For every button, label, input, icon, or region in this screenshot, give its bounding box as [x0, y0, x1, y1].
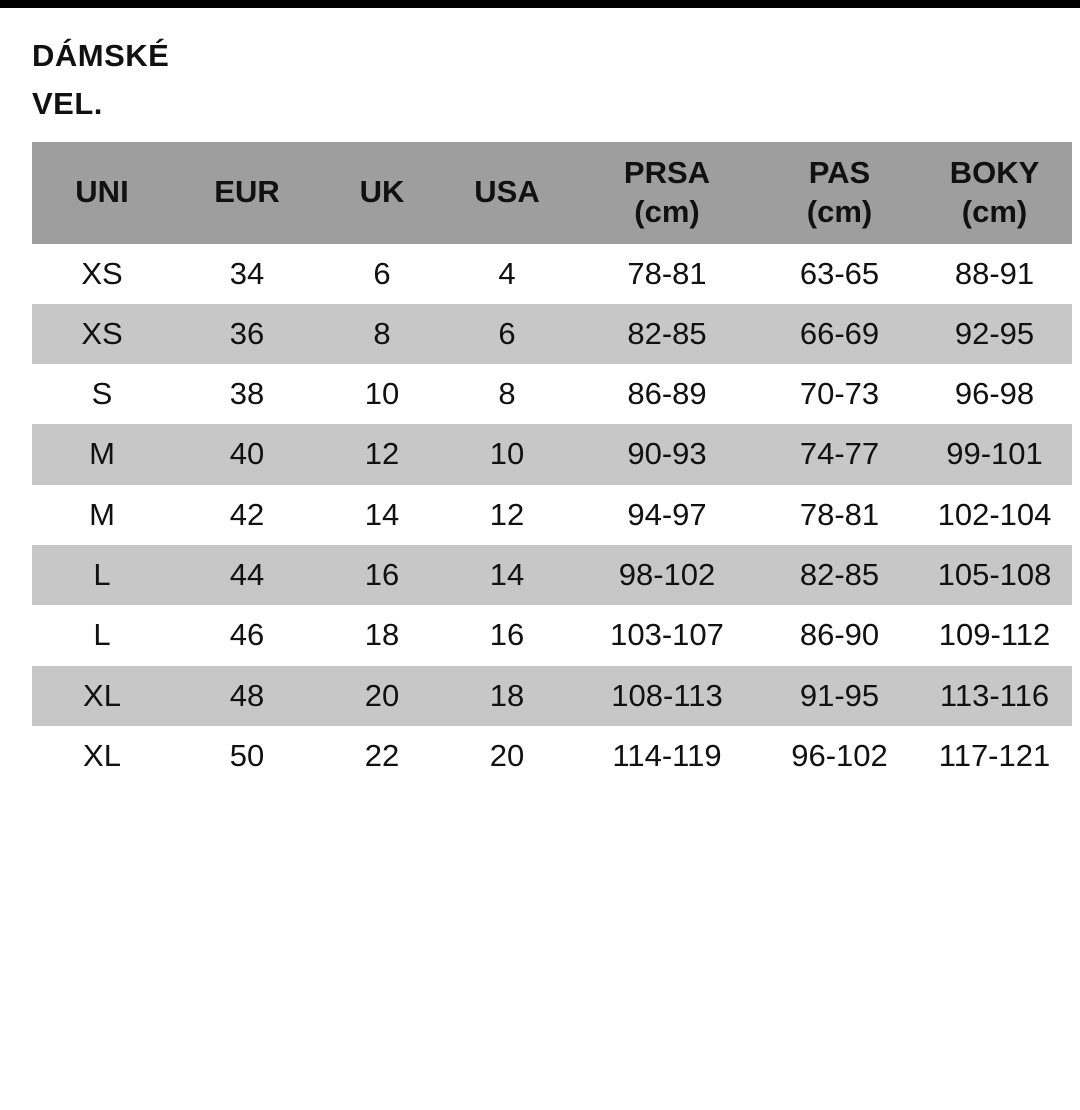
table-row	[32, 304, 1072, 364]
cell-uni: XL	[32, 666, 172, 726]
cell-uk: 14	[322, 485, 442, 545]
cell-boky: 99-101	[917, 424, 1072, 484]
cell-prsa: 90-93	[572, 424, 762, 484]
column-header-prsa-label: PRSA	[623, 155, 711, 191]
cell-boky: 88-91	[917, 244, 1072, 304]
column-header-boky-unit: (cm)	[961, 193, 1028, 229]
cell-pas: 70-73	[762, 364, 917, 424]
cell-usa: 14	[442, 545, 572, 605]
cell-prsa: 103-107	[572, 605, 762, 665]
cell-uni: S	[32, 364, 172, 424]
cell-prsa: 94-97	[572, 485, 762, 545]
cell-uni: M	[32, 424, 172, 484]
cell-eur: 40	[172, 424, 322, 484]
cell-usa: 8	[442, 364, 572, 424]
cell-pas: 96-102	[762, 726, 917, 786]
cell-eur: 44	[172, 545, 322, 605]
cell-uk: 22	[322, 726, 442, 786]
page-title-line-2: VEL.	[32, 86, 103, 122]
cell-prsa: 98-102	[572, 545, 762, 605]
cell-uk: 18	[322, 605, 442, 665]
cell-usa: 18	[442, 666, 572, 726]
cell-boky: 96-98	[917, 364, 1072, 424]
cell-boky: 113-116	[917, 666, 1072, 726]
cell-boky: 105-108	[917, 545, 1072, 605]
table-row	[32, 424, 1072, 484]
page-title-line-1: DÁMSKÉ	[32, 38, 170, 73]
cell-uk: 6	[322, 244, 442, 304]
table-row	[32, 726, 1072, 786]
cell-usa: 6	[442, 304, 572, 364]
page-title	[0, 8, 1080, 128]
cell-boky: 102-104	[917, 485, 1072, 545]
cell-prsa: 108-113	[572, 666, 762, 726]
cell-eur: 36	[172, 304, 322, 364]
cell-uni: M	[32, 485, 172, 545]
cell-uni: XS	[32, 304, 172, 364]
cell-pas: 78-81	[762, 485, 917, 545]
cell-eur: 50	[172, 726, 322, 786]
size-table	[32, 142, 1072, 786]
cell-pas: 91-95	[762, 666, 917, 726]
cell-prsa: 86-89	[572, 364, 762, 424]
table-body	[32, 244, 1072, 787]
column-header-uk-label: UK	[359, 174, 405, 210]
cell-pas: 82-85	[762, 545, 917, 605]
column-header-boky	[917, 142, 1072, 244]
cell-eur: 42	[172, 485, 322, 545]
table-row	[32, 666, 1072, 726]
table-row	[32, 485, 1072, 545]
column-header-eur	[172, 142, 322, 244]
cell-eur: 34	[172, 244, 322, 304]
cell-uk: 8	[322, 304, 442, 364]
column-header-uk	[322, 142, 442, 244]
cell-pas: 74-77	[762, 424, 917, 484]
table-row	[32, 244, 1072, 304]
cell-uni: L	[32, 545, 172, 605]
cell-uni: XL	[32, 726, 172, 786]
table-row	[32, 545, 1072, 605]
column-header-uni-label: UNI	[75, 174, 129, 210]
cell-eur: 46	[172, 605, 322, 665]
cell-uk: 16	[322, 545, 442, 605]
cell-usa: 16	[442, 605, 572, 665]
cell-usa: 10	[442, 424, 572, 484]
top-black-bar	[0, 0, 1080, 8]
cell-uk: 12	[322, 424, 442, 484]
table-row	[32, 364, 1072, 424]
cell-uk: 20	[322, 666, 442, 726]
cell-usa: 4	[442, 244, 572, 304]
cell-pas: 63-65	[762, 244, 917, 304]
cell-eur: 38	[172, 364, 322, 424]
cell-prsa: 114-119	[572, 726, 762, 786]
cell-eur: 48	[172, 666, 322, 726]
table-header	[32, 142, 1072, 244]
cell-uni: L	[32, 605, 172, 665]
table-header-row	[32, 142, 1072, 244]
cell-boky: 92-95	[917, 304, 1072, 364]
column-header-pas-label: PAS	[808, 155, 871, 191]
cell-prsa: 82-85	[572, 304, 762, 364]
column-header-eur-label: EUR	[214, 174, 280, 210]
cell-uk: 10	[322, 364, 442, 424]
column-header-boky-label: BOKY	[949, 155, 1040, 191]
cell-boky: 117-121	[917, 726, 1072, 786]
cell-pas: 66-69	[762, 304, 917, 364]
column-header-usa	[442, 142, 572, 244]
column-header-pas	[762, 142, 917, 244]
cell-usa: 20	[442, 726, 572, 786]
column-header-pas-unit: (cm)	[806, 193, 873, 229]
cell-boky: 109-112	[917, 605, 1072, 665]
cell-prsa: 78-81	[572, 244, 762, 304]
column-header-prsa	[572, 142, 762, 244]
column-header-uni	[32, 142, 172, 244]
table-row	[32, 605, 1072, 665]
cell-pas: 86-90	[762, 605, 917, 665]
column-header-prsa-unit: (cm)	[634, 193, 700, 229]
column-header-usa-label: USA	[474, 174, 540, 210]
cell-uni: XS	[32, 244, 172, 304]
cell-usa: 12	[442, 485, 572, 545]
